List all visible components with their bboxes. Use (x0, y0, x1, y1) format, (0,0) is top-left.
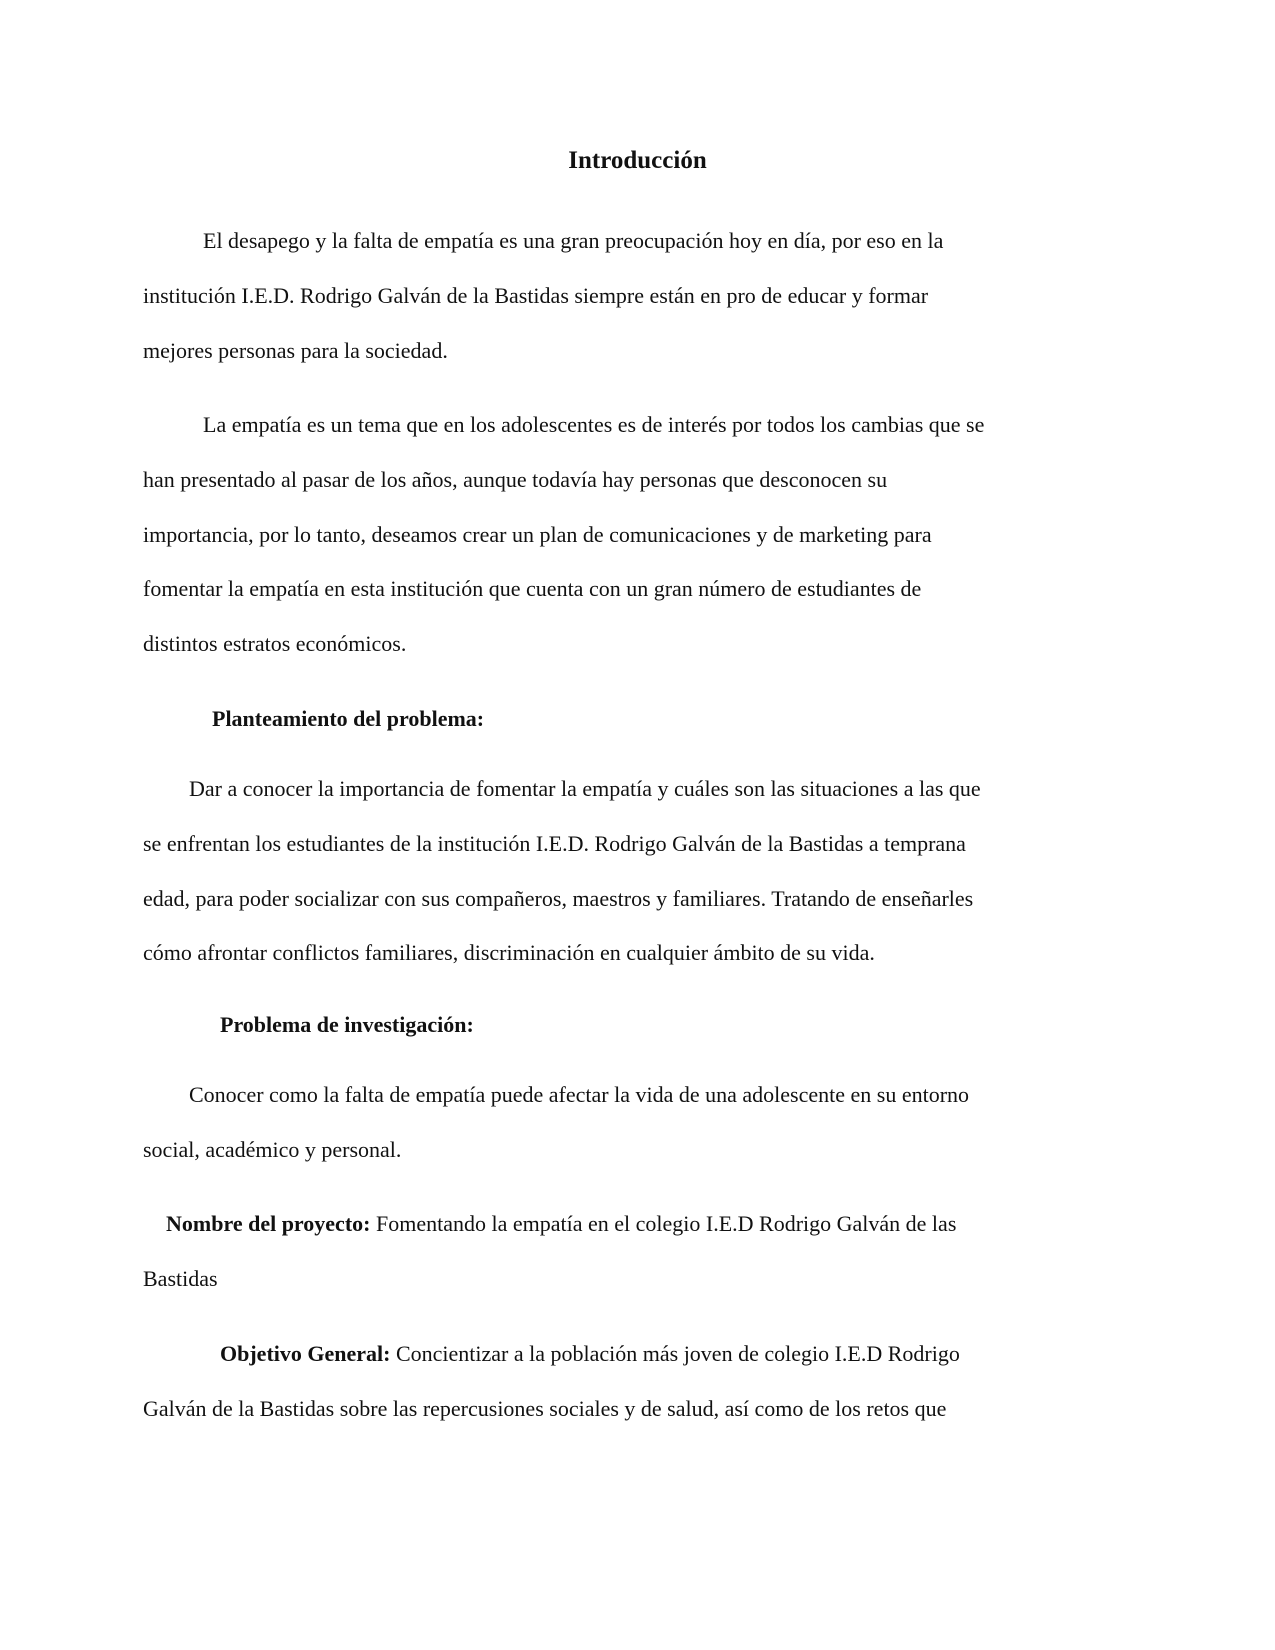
research-problem-line-2: social, académico y personal. (143, 1137, 402, 1162)
paragraph-2-line-2: han presentado al pasar de los años, aunque todavía hay personas que desconocen su (143, 467, 888, 492)
paragraph-2-line-1: La empatía es un tema que en los adolescentes es de interés por todos los cambias que se (203, 412, 985, 437)
general-objective-label: Objetivo General: (220, 1341, 391, 1366)
paragraph-2-line-5: distintos estratos económicos. (143, 631, 407, 656)
problem-statement-line-1: Dar a conocer la importancia de fomentar la empatía y cuáles son las situaciones a las que (189, 776, 981, 801)
document-title: Introducción (568, 147, 707, 174)
problem-statement-line-4: cómo afrontar conflictos familiares, discriminación en cualquier ámbito de su vida. (143, 940, 875, 965)
general-objective-line-2: Galván de la Bastidas sobre las repercusiones sociales y de salud, así como de los retos que (143, 1396, 947, 1421)
research-problem-heading: Problema de investigación: (220, 1012, 474, 1037)
paragraph-2-line-3: importancia, por lo tanto, deseamos crear un plan de comunicaciones y de marketing para (143, 522, 932, 547)
paragraph-1-line-3: mejores personas para la sociedad. (143, 338, 448, 363)
project-name-text: Fomentando la empatía en el colegio I.E.D Rodrigo Galván de las (370, 1211, 957, 1236)
paragraph-1-line-2: institución I.E.D. Rodrigo Galván de la Bastidas siempre están en pro de educar y formar (143, 283, 929, 308)
problem-statement-line-3: edad, para poder socializar con sus compañeros, maestros y familiares. Tratando de enseñarles (143, 886, 974, 911)
general-objective-text: Concientizar a la población más joven de colegio I.E.D Rodrigo (390, 1341, 960, 1366)
paragraph-2-line-4: fomentar la empatía en esta institución que cuenta con un gran número de estudiantes de (143, 576, 922, 601)
project-name-line-2: Bastidas (143, 1266, 218, 1291)
research-problem-line-1: Conocer como la falta de empatía puede afectar la vida de una adolescente en su entorno (189, 1082, 970, 1107)
paragraph-1-line-1: El desapego y la falta de empatía es una gran preocupación hoy en día, por eso en la (203, 228, 944, 253)
project-name-line-1 (166, 1211, 956, 1237)
problem-statement-heading: Planteamiento del problema: (212, 706, 485, 731)
general-objective-line-1 (220, 1341, 960, 1367)
project-name-label: Nombre del proyecto: (166, 1211, 371, 1236)
problem-statement-line-2: se enfrentan los estudiantes de la institución I.E.D. Rodrigo Galván de la Bastidas a temprana (143, 831, 966, 856)
